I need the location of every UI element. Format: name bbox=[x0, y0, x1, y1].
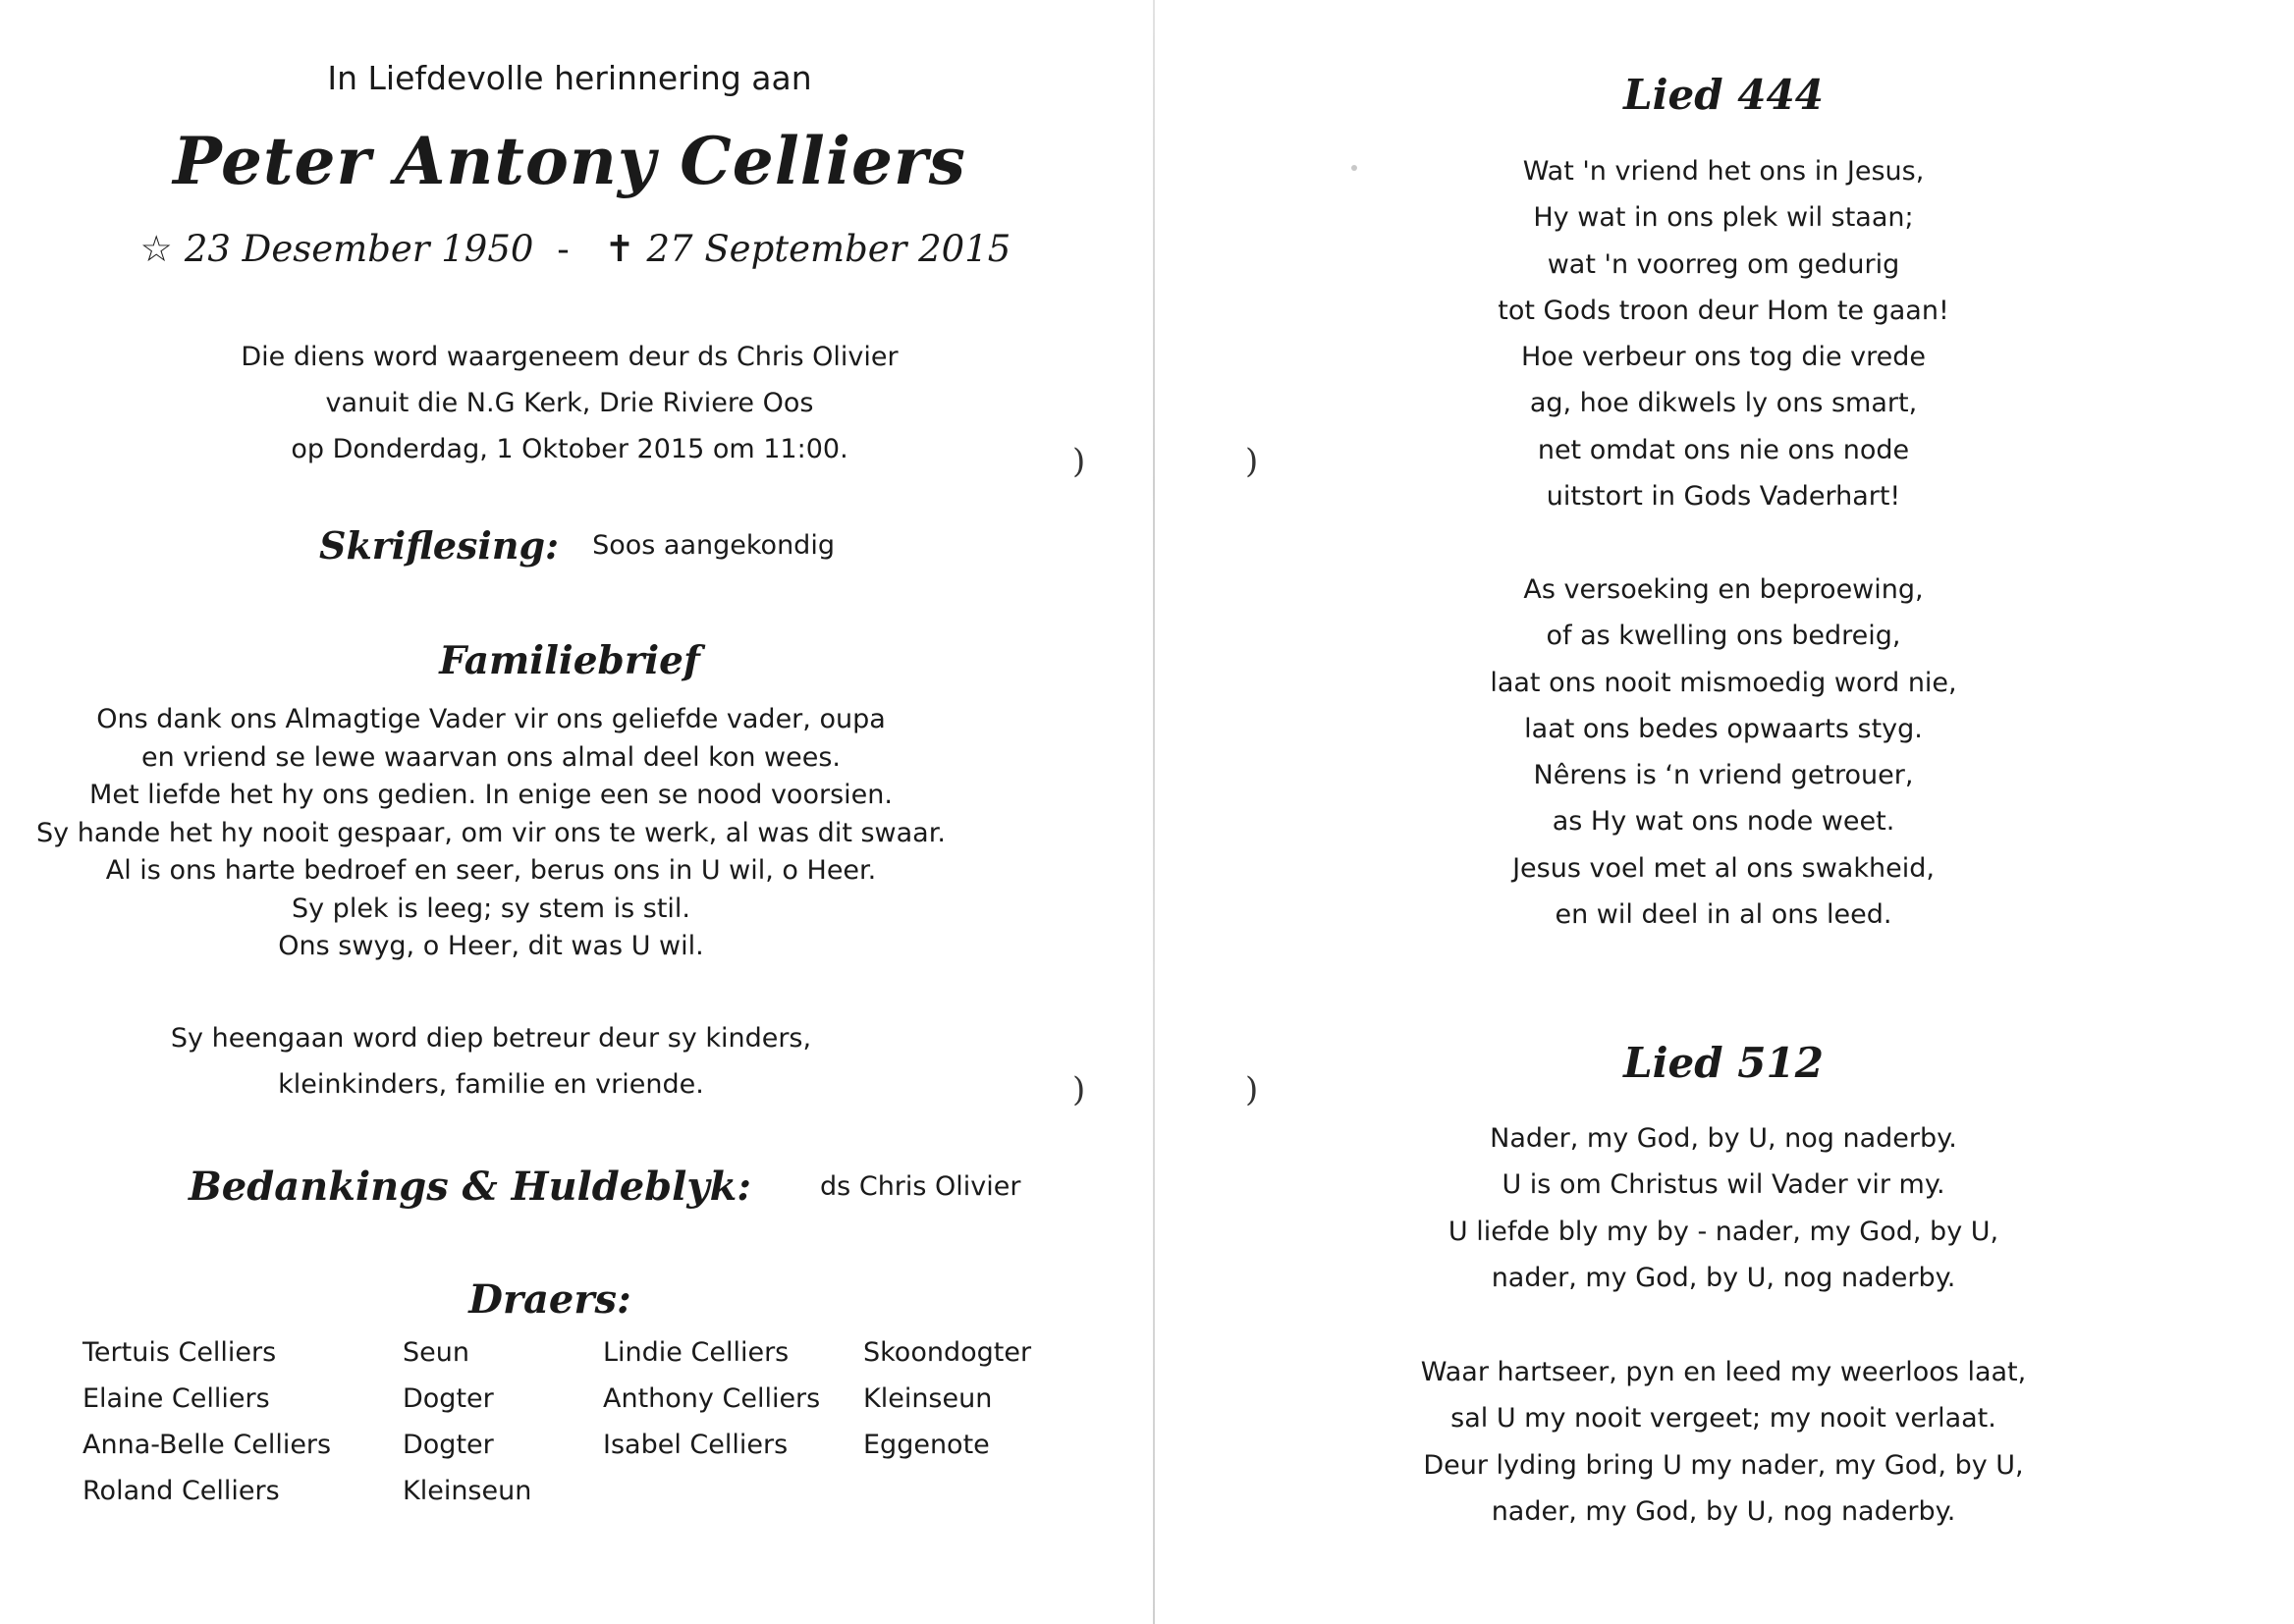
staple-mark: ) bbox=[1072, 1070, 1086, 1110]
bedankings-row bbox=[189, 1164, 1021, 1210]
date-separator: - bbox=[557, 228, 570, 270]
bearer-relation: Dogter bbox=[403, 1430, 494, 1460]
lied-512-heading: Lied 512 bbox=[1623, 1039, 1824, 1087]
bearer-relation: Eggenote bbox=[863, 1430, 990, 1460]
familiebrief-heading: Familiebrief bbox=[439, 638, 700, 683]
verse-line: sal U my nooit vergeet; my nooit verlaat. bbox=[1450, 1403, 1996, 1435]
bearer-name: Tertuis Celliers bbox=[82, 1337, 277, 1368]
lied-444-heading: Lied 444 bbox=[1623, 71, 1824, 119]
verse-line: wat 'n voorreg om gedurig bbox=[1547, 248, 1900, 280]
staple-mark: ) bbox=[1245, 442, 1259, 481]
service-line: op Donderdag, 1 Oktober 2015 om 11:00. bbox=[291, 434, 848, 464]
heengaan-line: Sy heengaan word diep betreur deur sy kinders, bbox=[170, 1023, 812, 1054]
bearer-relation: Kleinseun bbox=[403, 1476, 532, 1506]
familiebrief-line: Sy hande het hy nooit gespaar, om vir ons te werk, al was dit swaar. bbox=[36, 817, 946, 848]
verse-line: as Hy wat ons node weet. bbox=[1552, 806, 1895, 838]
verse-line: Hoe verbeur ons tog die vrede bbox=[1520, 342, 1927, 373]
lied-444-stanza-1 bbox=[1147, 148, 2294, 519]
familiebrief-line: Met liefde het hy ons gedien. In enige een se nood voorsien. bbox=[89, 780, 893, 810]
service-line: Die diens word waargeneem deur ds Chris Olivier bbox=[241, 342, 899, 372]
verse-line: U is om Christus wil Vader vir my. bbox=[1502, 1169, 1945, 1201]
skriflesing-value: Soos aangekondig bbox=[592, 530, 835, 561]
verse-line: U liefde bly my by - nader, my God, by U, bbox=[1447, 1216, 1999, 1247]
bearer-relation: Skoondogter bbox=[863, 1337, 1032, 1368]
skriflesing-heading: Skriflesing: bbox=[319, 523, 560, 568]
heengaan-line: kleinkinders, familie en vriende. bbox=[278, 1069, 704, 1100]
bearer-relation: Kleinseun bbox=[863, 1383, 993, 1414]
bedankings-value: ds Chris Olivier bbox=[820, 1171, 1021, 1202]
draers-heading: Draers: bbox=[468, 1276, 631, 1323]
staple-mark: ) bbox=[1245, 1070, 1259, 1110]
verse-line: Jesus voel met al ons swakheid, bbox=[1512, 852, 1935, 884]
familiebrief-line: Sy plek is leeg; sy stem is stil. bbox=[291, 893, 691, 924]
verse-line: net omdat ons nie ons node bbox=[1537, 434, 1910, 465]
bearer-name: Elaine Celliers bbox=[82, 1383, 270, 1414]
verse-line: tot Gods troon deur Hom te gaan! bbox=[1498, 295, 1949, 326]
verse-line: Nêrens is ‘n vriend getrouer, bbox=[1533, 760, 1914, 791]
verse-line: ag, hoe dikwels ly ons smart, bbox=[1529, 388, 1918, 419]
verse-line: of as kwelling ons bedreig, bbox=[1546, 621, 1901, 652]
bearer-name: Anna-Belle Celliers bbox=[82, 1430, 332, 1460]
lied-512-stanza-2 bbox=[1147, 1349, 2294, 1535]
verse-line: Waar hartseer, pyn en leed my weerloos laat, bbox=[1420, 1357, 2027, 1387]
verse-line: nader, my God, by U, nog naderby. bbox=[1491, 1495, 1956, 1527]
skriflesing-row bbox=[319, 523, 835, 568]
right-page bbox=[1147, 0, 2294, 1624]
verse-line: Wat 'n vriend het ons in Jesus, bbox=[1522, 156, 1925, 187]
cross-icon: ✝ bbox=[604, 228, 635, 270]
verse-line: laat ons bedes opwaarts styg. bbox=[1524, 713, 1923, 744]
bearer-name: Isabel Celliers bbox=[603, 1430, 789, 1460]
familiebrief-line: Ons swyg, o Heer, dit was U wil. bbox=[278, 931, 704, 961]
draers-table bbox=[0, 1337, 1147, 1534]
bearer-relation: Dogter bbox=[403, 1383, 494, 1414]
familiebrief-line: Ons dank ons Almagtige Vader vir ons geliefde vader, oupa bbox=[96, 704, 886, 734]
service-details bbox=[0, 334, 1139, 472]
bedankings-heading: Bedankings & Huldeblyk: bbox=[189, 1164, 752, 1210]
lied-512-stanza-1 bbox=[1147, 1115, 2294, 1301]
heengaan-text bbox=[0, 1015, 982, 1108]
verse-line: As versoeking en beproewing, bbox=[1523, 574, 1924, 605]
bearer-relation: Seun bbox=[403, 1337, 469, 1368]
verse-line: laat ons nooit mismoedig word nie, bbox=[1490, 667, 1957, 698]
bearer-name: Roland Celliers bbox=[82, 1476, 280, 1506]
familiebrief-text bbox=[0, 701, 982, 966]
bearer-name: Lindie Celliers bbox=[603, 1337, 790, 1368]
deceased-name: Peter Antony Celliers bbox=[173, 123, 966, 199]
star-icon: ☆ bbox=[139, 228, 173, 270]
verse-line: nader, my God, by U, nog naderby. bbox=[1491, 1262, 1956, 1293]
verse-line: Nader, my God, by U, nog naderby. bbox=[1490, 1123, 1957, 1154]
verse-line: en wil deel in al ons leed. bbox=[1555, 899, 1892, 931]
lied-444-stanza-2 bbox=[1147, 567, 2294, 938]
familiebrief-line: en vriend se lewe waarvan ons almal deel kon wees. bbox=[140, 741, 842, 773]
verse-line: uitstort in Gods Vaderhart! bbox=[1546, 481, 1901, 513]
staple-mark: ) bbox=[1072, 442, 1086, 481]
intro-text: In Liefdevolle herinnering aan bbox=[327, 59, 812, 97]
service-line: vanuit die N.G Kerk, Drie Riviere Oos bbox=[325, 388, 814, 418]
bearer-name: Anthony Celliers bbox=[603, 1383, 821, 1414]
verse-line: Deur lyding bring U my nader, my God, by U, bbox=[1423, 1449, 2024, 1481]
paper-speck bbox=[1351, 165, 1357, 171]
death-date: 27 September 2015 bbox=[646, 228, 1011, 270]
birth-date: 23 Desember 1950 bbox=[184, 228, 534, 270]
verse-line: Hy wat in ons plek wil staan; bbox=[1533, 202, 1914, 234]
life-dates bbox=[0, 228, 1139, 270]
familiebrief-line: Al is ons harte bedroef en seer, berus ons in U wil, o Heer. bbox=[105, 855, 877, 886]
